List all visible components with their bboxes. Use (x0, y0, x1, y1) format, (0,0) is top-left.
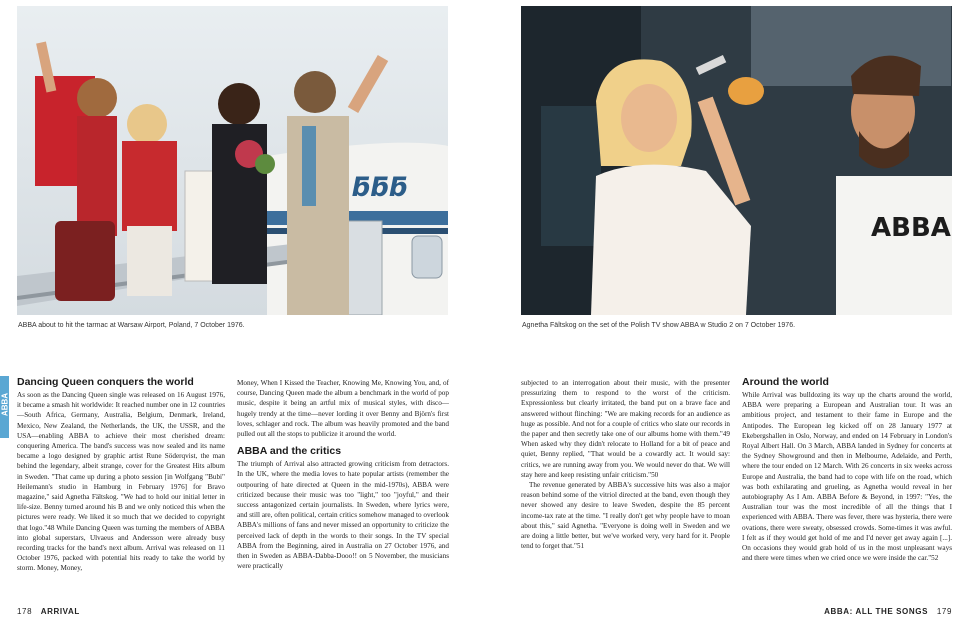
body-paragraph: The revenue generated by ABBA's successive hits was also a major reason behind some of the vitriol directed at the band, even though they never showed any desire to leave Sweden, despite the 85 percent income-tax rate at the time. "I really don't get why people have to moan about this," said Agnetha. "Everyone is doing well in Sweden and we are doing a little better, but we've worked very, very hard for it. People tend to forget that."51 (521, 481, 730, 551)
body-paragraph: The triumph of Arrival also attracted growing criticism from detractors. In the UK, where the media loves to hate popular artists (remember the outpouring of hate directed at Queen in the mid-1970s), ABBA were criticized because their music was too "light," too "joyful," and their success antagonized certain journalists. In Sweden, where lyrics were, and still are, often political, certain critics somehow managed to overlook ABBA's millions of fans and never missed an opportunity to criticize the perceived lack of depth in the words to their songs. In the TV special ABBA from the Beginning, aired in Australia on 27 October 1976, and then in Sweden as ABBA-Dabba-Dooo!! on 5 November, the musicians were practically (237, 460, 449, 571)
chapter-tab (0, 376, 9, 438)
body-paragraph: Money, When I Kissed the Teacher, Knowing Me, Knowing You, and, of course, Dancing Queen made the album a benchmark in the world of pop music, despite it being an artful mix of musical styles, with disco—hugely trendy at the time—never lording it over Benny and Björn's first loves, schlager and rock. The album was heavily promoted and the band pulled out all the stops to publicize it around the world. (237, 379, 449, 439)
text-column-2 (237, 378, 449, 571)
tv-set-photo (521, 6, 952, 315)
left-folio (17, 607, 80, 616)
svg-text:ABBA: ABBA (871, 213, 951, 243)
body-paragraph: subjected to an interrogation about their music, with the presenter pressurizing them to respond to the worst of the criticism. Expressionless but clearly irritated, the band put on a brave face and answered without flinching: "We are making records for an audience as huge as possible. And not for a couple of critics who slate our records in the paper and then secretly take one of our albums home with them."49 When asked why they didn't relocate to Holland for a bit of peace and quiet, Benny replied, "That would be a cowardly act. It would say: critics, we are running away from you. We would never do that. We will stay here and keep resisting unfair criticism."50 (521, 379, 730, 479)
text-column-4 (742, 376, 952, 563)
section-heading-critics: ABBA and the critics (237, 445, 342, 458)
text-column-3 (521, 378, 730, 551)
airport-photo-illustration (17, 6, 448, 315)
text-column-1 (17, 376, 225, 574)
tv-set-photo-illustration (521, 6, 952, 315)
section-heading-around-world: Around the world (742, 376, 829, 388)
airport-photo (17, 6, 448, 315)
airport-photo-caption: ABBA about to hit the tarmac at Warsaw Airport, Poland, 7 October 1976. (18, 322, 245, 329)
right-folio (824, 607, 952, 616)
left-page-number: 178 (17, 607, 33, 616)
body-paragraph: As soon as the Dancing Queen single was released on 16 August 1976, it became a smash hit worldwide: It reached number one in 12 countries—South Africa, Germany, Australia, Belgium, Denmark, Ireland, Mexico, New Zealand, the Netherlands, the UK, the USSR, and the USA—enabling ABBA to achieve their most cherished dream: conquering America. The band's success was now sealed and its name became a logo designed by graphic artist Rune Söderqvist, the man behind the legendary, albeit strange, cover for the Greatest Hits album in Sweden. "That came up during a photo session [in Wolfgang "Bubi" Heilemann's studio in Hamburg in February 1976] for Bravo magazine," said Agnetha Fältskog. "We had to hold our initial letter in life-size. Benny turned around his B and we only noticed this when the pictures were ready. We liked it so much that we decided to copyright that logo."48 While Dancing Queen was turning the members of ABBA into global superstars, Ulvaeus and Andersson were already busy recording tracks for the band's next album. Arrival was released on 11 October 1976, packed with potential hits ready to take the world by storm. Money, Money, (17, 391, 225, 573)
chapter-tab-label: ABBA (0, 392, 10, 417)
right-running-head: ABBA: ALL THE SONGS (824, 607, 929, 616)
left-running-head: ARRIVAL (40, 607, 80, 616)
body-paragraph: While Arrival was bulldozing its way up the charts around the world, ABBA were preparing a European and Australian tour. It was an ambitious project, and testament to their fame in Europe and the Antipodes. The European leg kicked off on 28 January 1977 at Ekebergshallen in Oslo, Norway, and ended on 14 February in London's Royal Albert Hall. On 3 March, ABBA landed in Sydney for concerts at the Sydney Showground and then in Melbourne, Adelaide, and Perth, where the tour ended on 12 March. With 26 concerts in six weeks across Europe and Australia, the band had to cope with life on the road, which was both exhilarating and grueling, as Agnetha would reveal in her autobiography As I Am. ABBA Before & Beyond, in 1997: "Yes, the Australian tour was the most incredible of all the things that I experienced with ABBA. There was fever, there was hysteria, there were ovations, there were sweaty, obsessed crowds. Some-times it was awful. I felt as if they would get hold of me and I'd never get away again [...]. On occasions they would grab hold of us in the most unpleasant ways and there were times when we cried once we were inside the car."52 (742, 391, 952, 563)
tv-set-photo-caption: Agnetha Fältskog on the set of the Polish TV show ABBA w Studio 2 on 7 October 1976. (522, 322, 796, 329)
section-heading-dancing-queen: Dancing Queen conquers the world (17, 376, 194, 388)
svg-text:ƃƃƃ: ƃƃƃ (352, 173, 408, 203)
right-page-number: 179 (936, 607, 952, 616)
